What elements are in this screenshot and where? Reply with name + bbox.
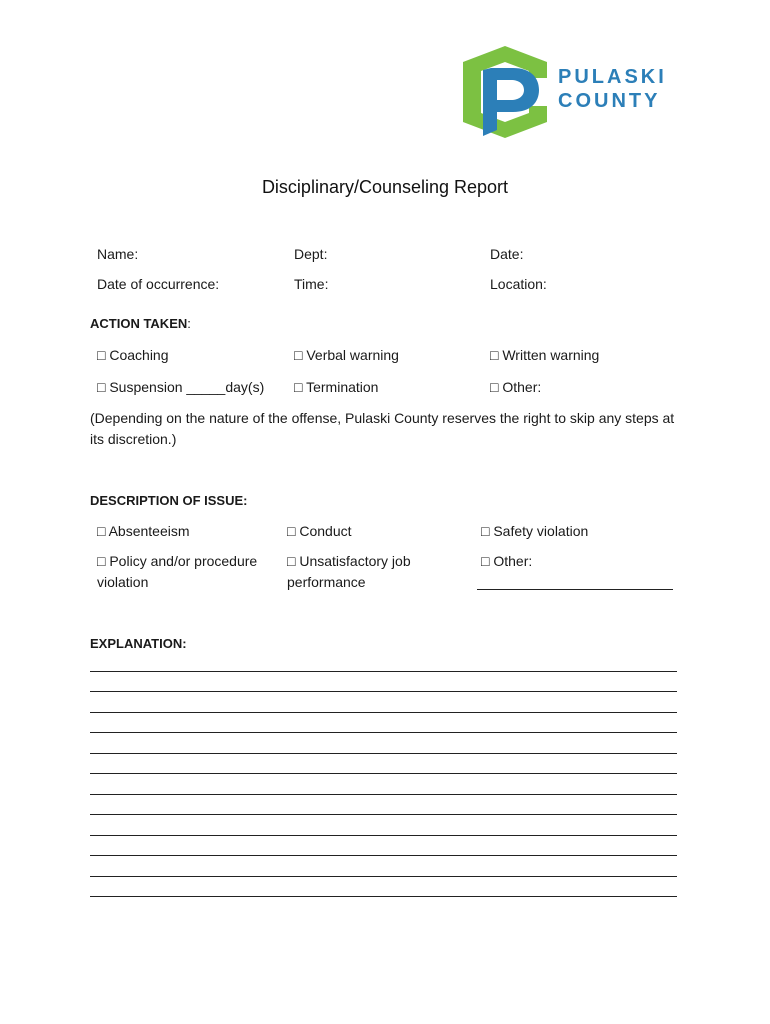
explanation-line[interactable] [90,671,677,672]
description-of-issue-heading: DESCRIPTION OF ISSUE: [90,493,248,508]
explanation-line[interactable] [90,814,677,815]
explanation-line[interactable] [90,773,677,774]
explanation-line[interactable] [90,732,677,733]
explanation-line[interactable] [90,691,677,692]
explanation-line[interactable] [90,855,677,856]
explanation-heading: EXPLANATION: [90,636,187,651]
option-written-warning[interactable]: □ Written warning [490,347,600,363]
option-verbal-warning[interactable]: □ Verbal warning [294,347,399,363]
location-field-label: Location: [490,276,547,292]
explanation-line[interactable] [90,876,677,877]
option-absenteeism[interactable]: □ Absenteeism [97,523,190,539]
option-termination[interactable]: □ Termination [294,379,379,395]
action-taken-heading: ACTION TAKEN: [90,316,191,331]
option-conduct[interactable]: □ Conduct [287,523,352,539]
option-safety-violation[interactable]: □ Safety violation [481,523,589,539]
option-coaching[interactable]: □ Coaching [97,347,169,363]
explanation-line[interactable] [90,753,677,754]
explanation-line[interactable] [90,712,677,713]
option-issue-other[interactable]: □ Other: [481,553,533,569]
county-logo-mark-icon [455,44,555,140]
option-unsatisfactory-performance[interactable]: □ Unsatisfactory job performance [287,553,411,590]
explanation-line[interactable] [90,794,677,795]
option-policy-procedure-violation[interactable]: □ Policy and/or procedure violation [97,553,258,590]
name-field-label: Name: [97,246,139,262]
explanation-line[interactable] [90,835,677,836]
dept-field-label: Dept: [294,246,328,262]
time-field-label: Time: [294,276,329,292]
date-field-label: Date: [490,246,524,262]
option-action-other[interactable]: □ Other: [490,379,542,395]
other-issue-line[interactable] [477,589,673,590]
logo-text-pulaski: PULASKI [558,66,667,88]
logo-text-county: COUNTY [558,90,661,112]
date-of-occurrence-field-label: Date of occurrence: [97,276,220,292]
pulaski-county-logo [455,44,685,140]
option-suspension[interactable]: □ Suspension _____day(s) [97,379,265,395]
discretion-note: (Depending on the nature of the offense, Pulaski County reserves the right to skip any steps at its discretion.) [90,410,675,447]
explanation-line[interactable] [90,896,677,897]
page-title: Disciplinary/Counseling Report [261,177,509,197]
